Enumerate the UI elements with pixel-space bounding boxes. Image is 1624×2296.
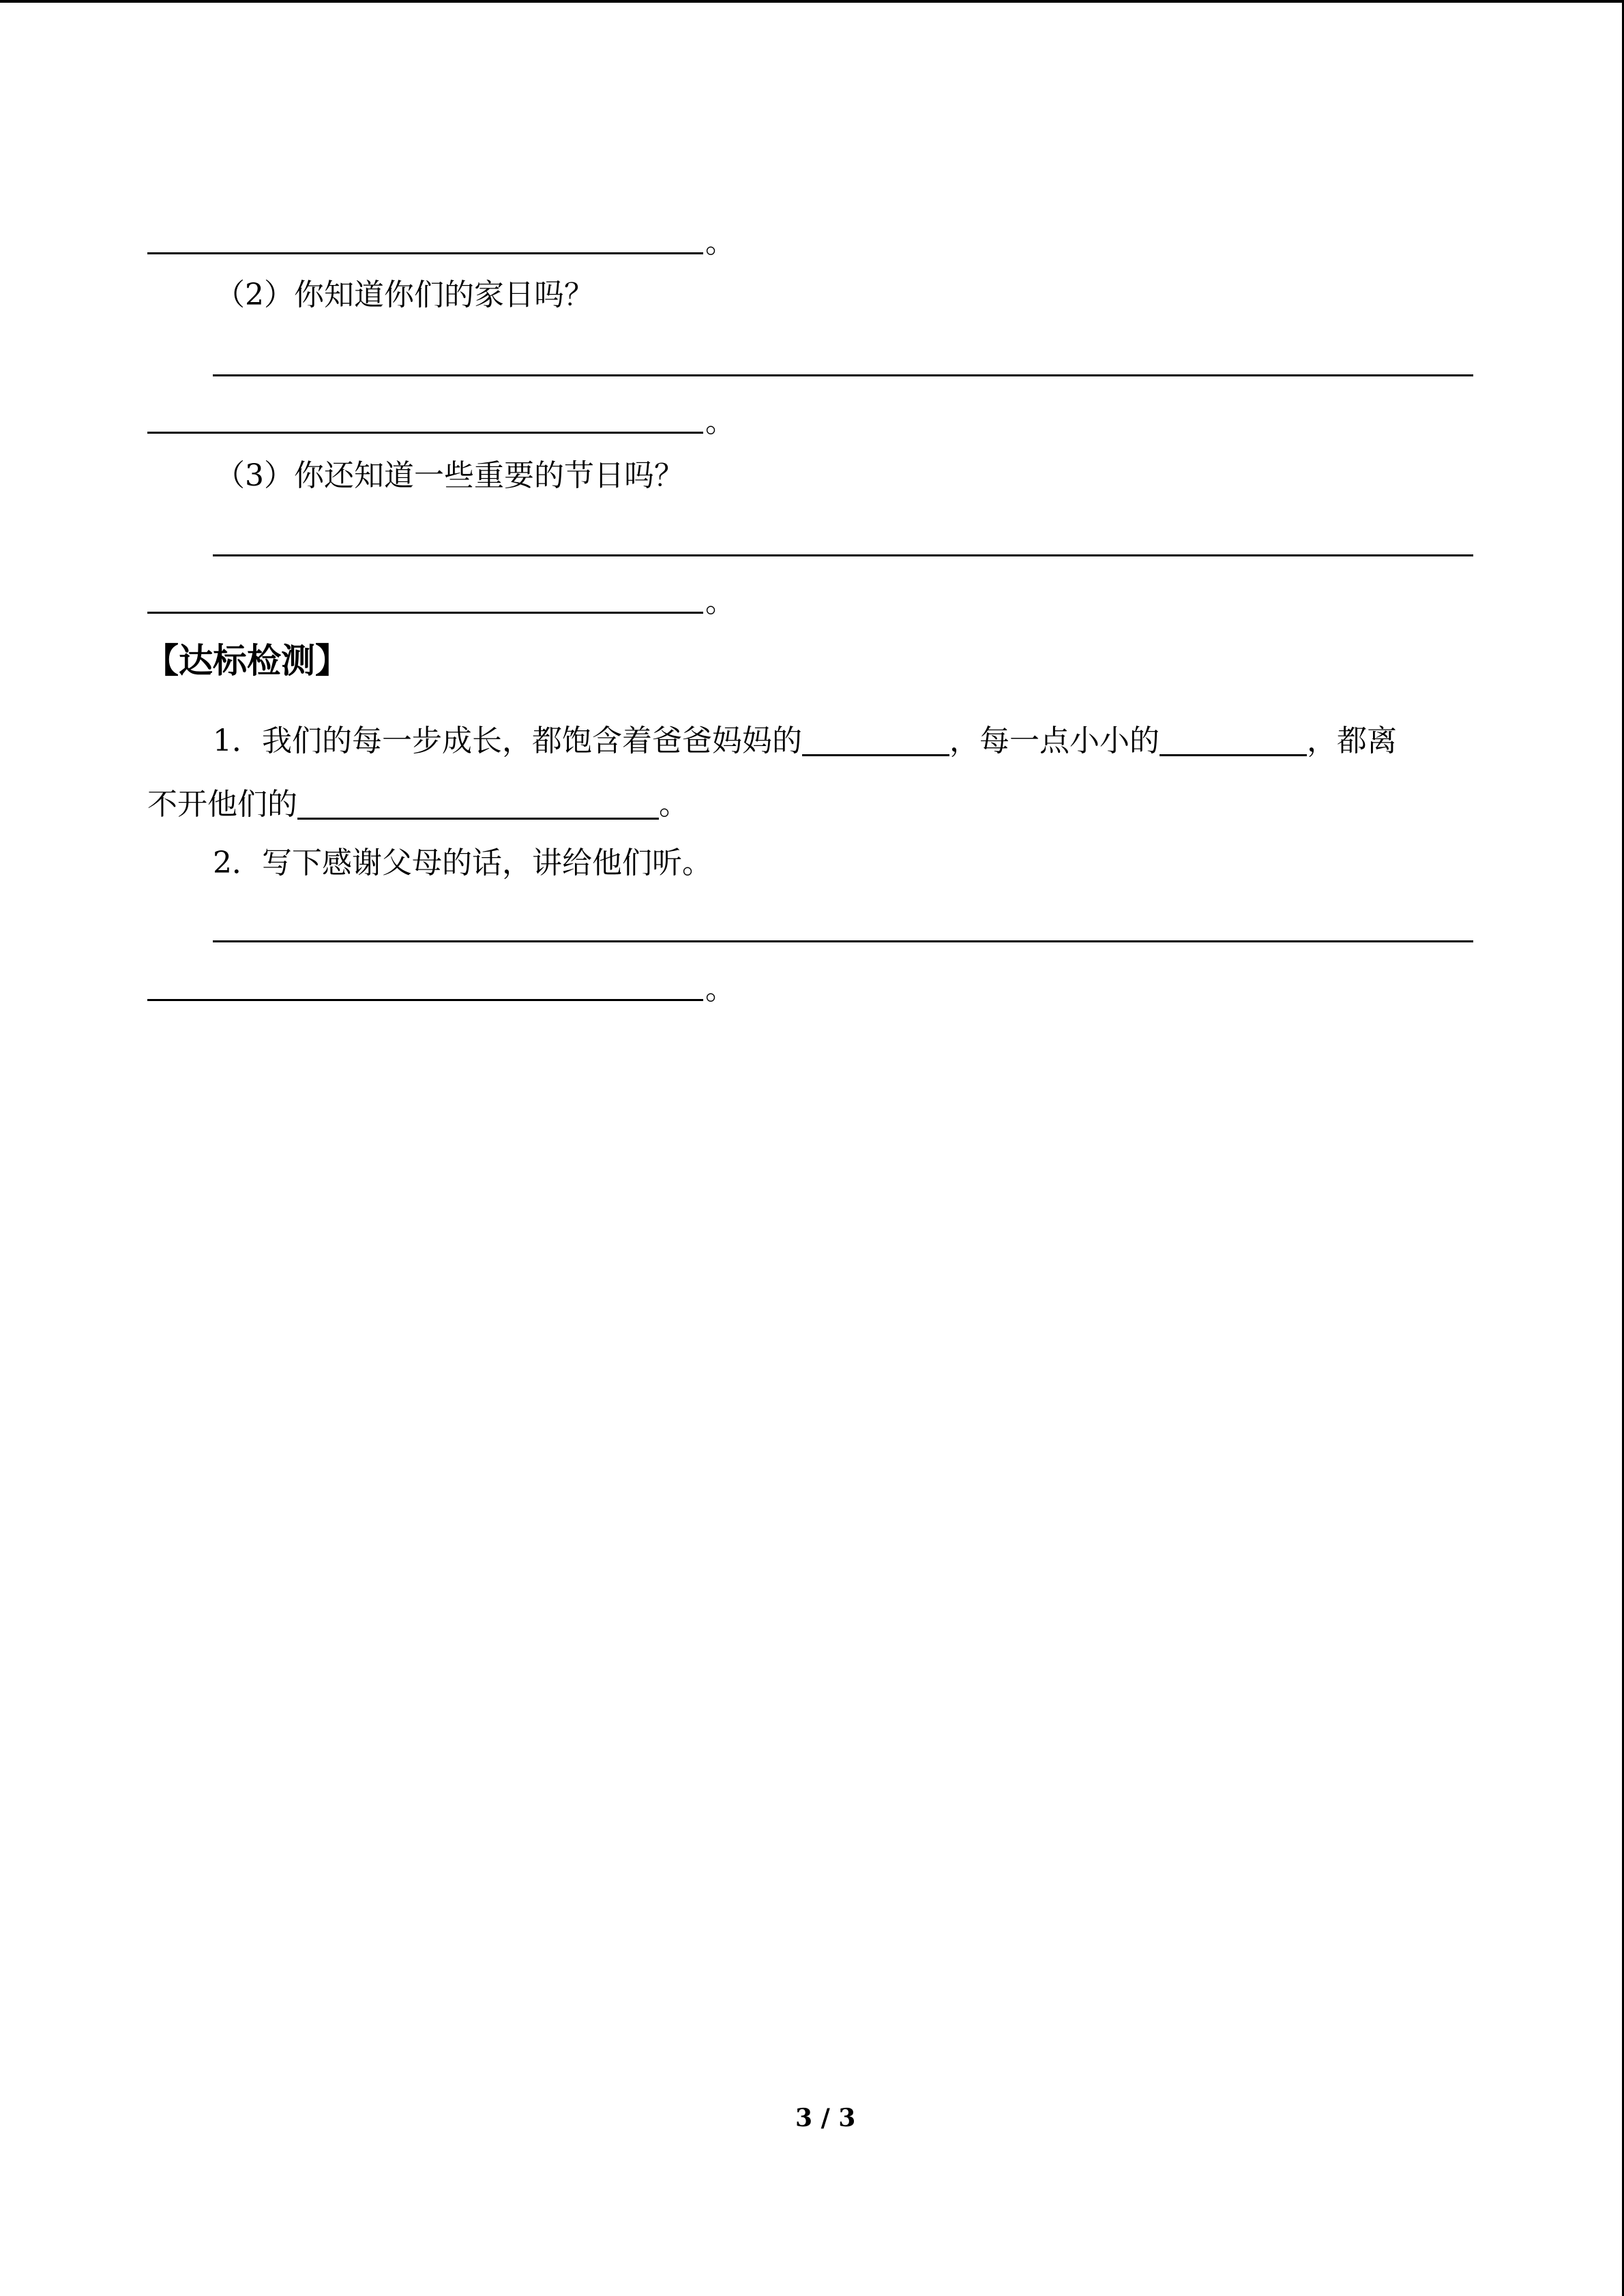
answer-line-q3-end[interactable] (147, 612, 703, 614)
answer-line-item-2-end[interactable] (147, 999, 703, 1001)
section-heading: 【达标检测】 (145, 641, 349, 681)
question-2-label: （2）你知道你们的家日吗？ (215, 278, 594, 312)
page-top-border (0, 0, 1624, 3)
blank-small-progress[interactable] (1160, 723, 1307, 756)
q3-end-period: 。 (705, 584, 735, 619)
answer-line-q1[interactable] (147, 252, 703, 254)
answer-line-q2-full[interactable] (213, 374, 1473, 376)
answer-line-q3-full[interactable] (213, 554, 1473, 556)
q2-end-period: 。 (705, 404, 735, 439)
answer-line-item-2-full[interactable] (213, 940, 1473, 942)
item-2-end-period: 。 (705, 972, 735, 1007)
fill-in-item-1-line-2 (147, 784, 689, 825)
item-1-text-part-2: ，每一点小小的 (949, 724, 1160, 758)
q1-end-period: 。 (705, 225, 735, 260)
item-1-line-2-end: 。 (659, 787, 689, 822)
question-3-label: （3）你还知道一些重要的节日吗？ (215, 458, 684, 493)
fill-in-item-2-label: 2．写下感谢父母的话，讲给他们听。 (213, 846, 712, 880)
answer-line-q2-end[interactable] (147, 432, 703, 434)
item-1-line-2-text: 不开他们的 (147, 787, 297, 822)
blank-parents-care[interactable] (802, 723, 949, 756)
blank-their-support[interactable] (297, 786, 659, 820)
page-number: 3 / 3 (795, 2104, 856, 2132)
fill-in-item-1-line-1 (213, 721, 1397, 762)
item-1-text-part-1: 1．我们的每一步成长，都饱含着爸爸妈妈的 (213, 724, 802, 758)
item-1-text-part-3: ，都离 (1307, 724, 1397, 758)
